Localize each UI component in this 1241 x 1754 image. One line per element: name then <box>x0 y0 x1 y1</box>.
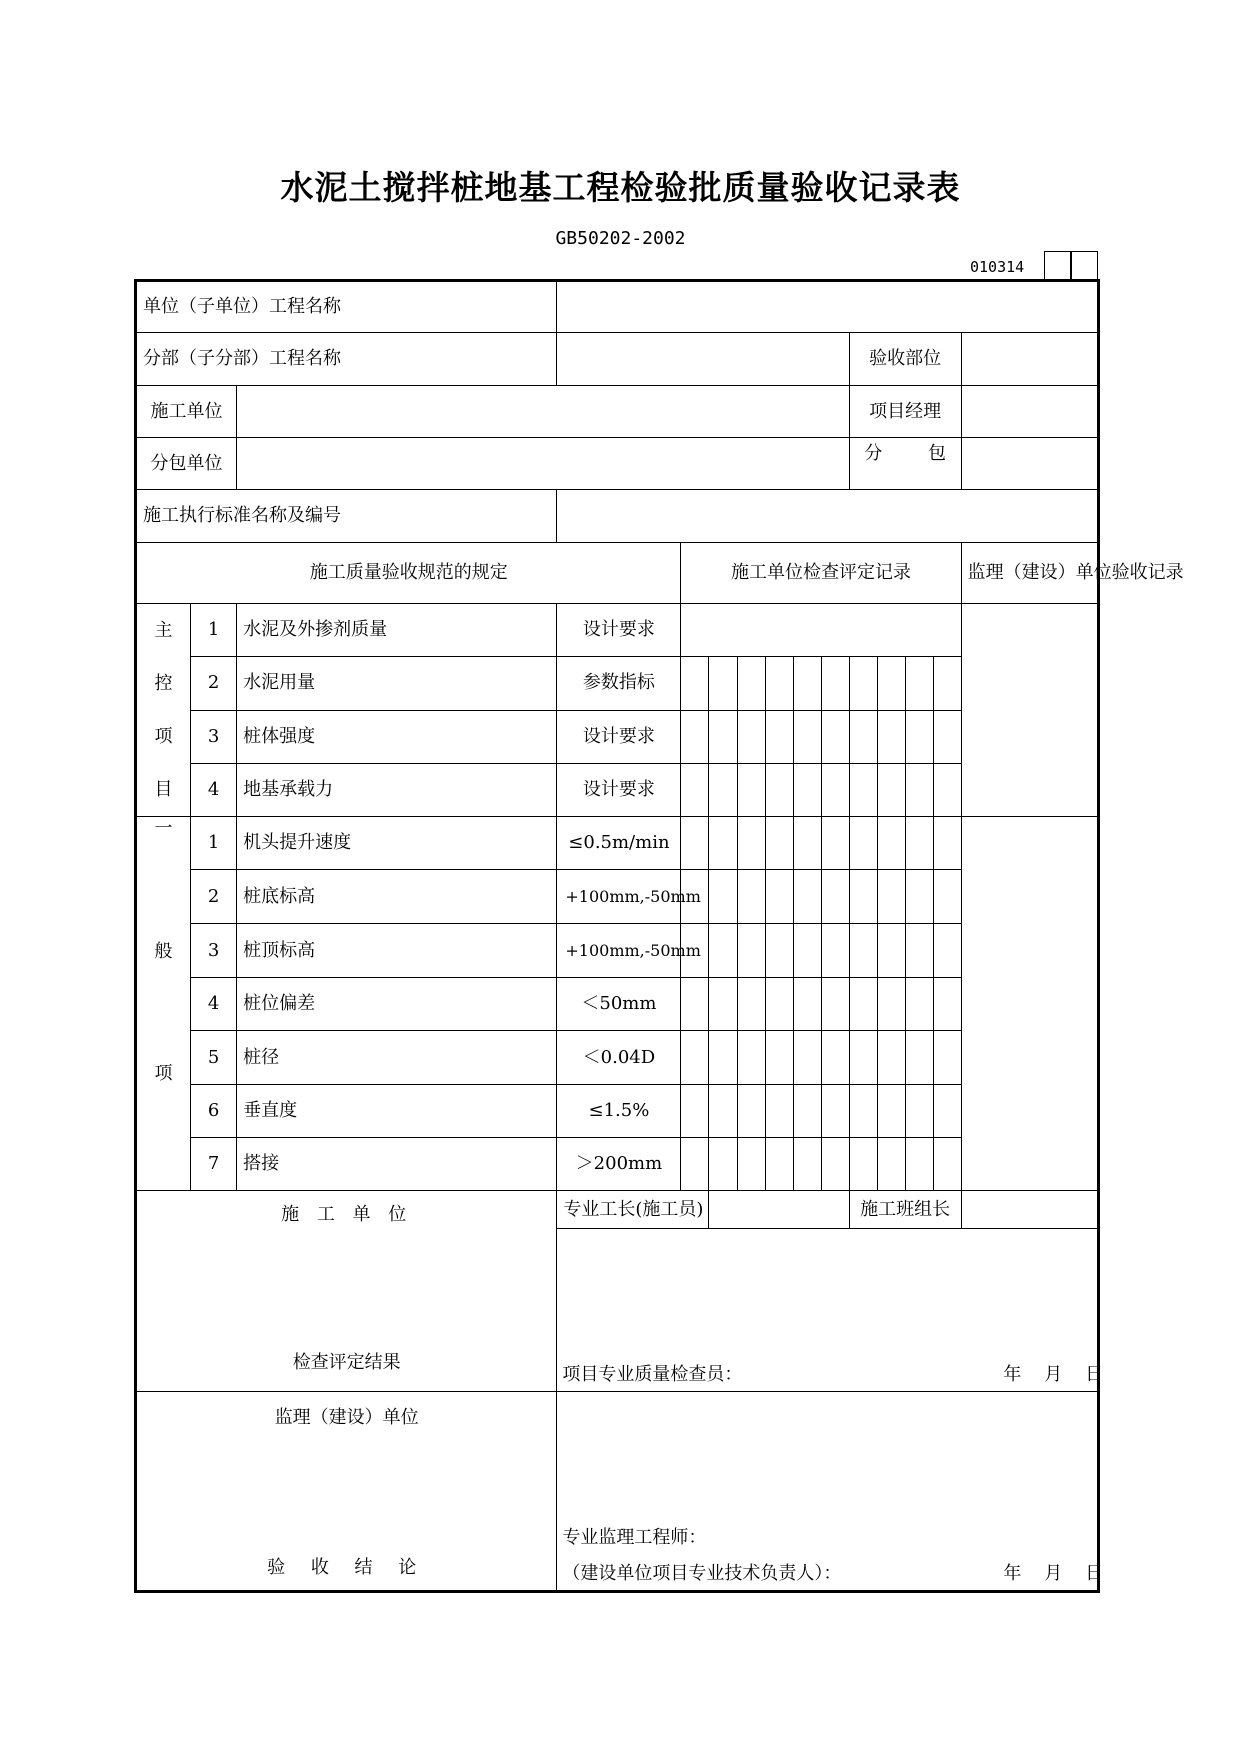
general-item-name: 桩顶标高 <box>237 924 557 978</box>
main-item-no: 4 <box>191 763 237 816</box>
record-cell[interactable] <box>821 710 849 763</box>
record-cell[interactable] <box>737 657 765 710</box>
record-cell[interactable] <box>765 817 793 870</box>
record-cell[interactable] <box>877 870 905 924</box>
record-cell[interactable] <box>849 817 877 870</box>
general-item-no: 6 <box>191 1085 237 1138</box>
record-cell[interactable] <box>793 1138 821 1191</box>
record-cell[interactable] <box>849 978 877 1031</box>
quality-inspector-label: 项目专业质量检查员： <box>562 1364 743 1385</box>
record-cell[interactable] <box>877 1138 905 1191</box>
standard-field[interactable] <box>557 490 1099 543</box>
team-leader-label: 施工班组长 <box>849 1191 961 1229</box>
spec-column-header: 施工质量验收规范的规定 <box>136 543 681 604</box>
general-item-no: 5 <box>191 1031 237 1085</box>
record-cell[interactable] <box>765 1031 793 1085</box>
record-cell[interactable] <box>849 924 877 978</box>
record-cell[interactable] <box>933 1138 961 1191</box>
main-items-group-label <box>136 604 191 817</box>
record-cell[interactable] <box>681 1085 709 1138</box>
inspection-record-table <box>134 279 1184 1593</box>
record-cell[interactable] <box>905 763 933 816</box>
main-item-name: 水泥用量 <box>237 657 557 710</box>
main-items-supervision-record[interactable] <box>961 604 1098 817</box>
record-cell[interactable] <box>737 924 765 978</box>
main-item-no: 3 <box>191 710 237 763</box>
general-item-name: 桩底标高 <box>237 870 557 924</box>
form-code: 010314 <box>970 258 1025 276</box>
record-cell[interactable] <box>933 870 961 924</box>
acceptance-part-label: 验收部位 <box>849 333 961 386</box>
supervision-content[interactable] <box>557 1392 1104 1592</box>
record-cell[interactable] <box>793 978 821 1031</box>
general-item-no: 2 <box>191 870 237 924</box>
record-cell[interactable] <box>681 978 709 1031</box>
record-cell[interactable] <box>709 1138 737 1191</box>
record-cell[interactable] <box>849 657 877 710</box>
record-cell[interactable] <box>849 1085 877 1138</box>
general-item-no: 4 <box>191 978 237 1031</box>
record-cell[interactable] <box>737 710 765 763</box>
record-cell[interactable] <box>681 1031 709 1085</box>
record-cell[interactable] <box>737 978 765 1031</box>
project-manager-label: 项目经理 <box>849 386 961 438</box>
record-cell[interactable] <box>821 870 849 924</box>
record-cell[interactable] <box>933 924 961 978</box>
record-cell[interactable] <box>849 763 877 816</box>
foreman-label: 专业工长(施工员) <box>557 1191 709 1229</box>
record-cell[interactable] <box>709 817 737 870</box>
record-cell[interactable] <box>905 1085 933 1138</box>
record-cell[interactable] <box>709 657 737 710</box>
record-cell[interactable] <box>765 1138 793 1191</box>
general-item-requirement: ＜0.04D <box>557 1031 681 1085</box>
record-cell[interactable] <box>821 1031 849 1085</box>
record-cell[interactable] <box>821 978 849 1031</box>
record-cell[interactable] <box>877 763 905 816</box>
main-item-name: 地基承载力 <box>237 763 557 816</box>
general-group-char-1: 一 <box>154 818 173 839</box>
record-cell[interactable] <box>849 870 877 924</box>
general-item-requirement: ＞200mm <box>557 1138 681 1191</box>
general-item-name: 机头提升速度 <box>237 817 557 870</box>
main-item-requirement: 设计要求 <box>557 763 681 816</box>
record-cell[interactable] <box>709 870 737 924</box>
general-items-supervision-record[interactable] <box>961 817 1098 1191</box>
record-cell[interactable] <box>681 763 709 816</box>
sub-project-label: 分部（子分部）工程名称 <box>136 333 557 386</box>
general-item-requirement: ≤0.5m/min <box>557 817 681 870</box>
unit-project-field[interactable] <box>557 281 1099 333</box>
main-item-requirement: 设计要求 <box>557 710 681 763</box>
record-cell[interactable] <box>821 1138 849 1191</box>
record-column-header: 施工单位检查评定记录 <box>681 543 961 604</box>
record-cell[interactable] <box>737 870 765 924</box>
record-cell[interactable] <box>905 657 933 710</box>
sub-project-field[interactable] <box>557 333 849 386</box>
record-cell[interactable] <box>933 1085 961 1138</box>
record-cell[interactable] <box>793 657 821 710</box>
subcontract-unit-label: 分包单位 <box>136 438 237 490</box>
record-cell[interactable] <box>737 817 765 870</box>
record-cell[interactable] <box>821 1085 849 1138</box>
record-cell[interactable] <box>849 1138 877 1191</box>
record-cell[interactable] <box>709 1085 737 1138</box>
record-cell[interactable] <box>877 710 905 763</box>
record-cell[interactable] <box>821 657 849 710</box>
record-cell[interactable] <box>877 817 905 870</box>
record-cell[interactable] <box>905 817 933 870</box>
record-cell[interactable] <box>765 978 793 1031</box>
main-item-name: 水泥及外掺剂质量 <box>237 604 557 657</box>
record-cell[interactable] <box>709 1031 737 1085</box>
record-cell[interactable] <box>877 1085 905 1138</box>
record-cell[interactable] <box>849 710 877 763</box>
record-cell[interactable] <box>737 1138 765 1191</box>
main-item-requirement: 参数指标 <box>557 657 681 710</box>
owner-tech-lead-label: （建设单位项目专业技术负责人）： <box>562 1563 842 1584</box>
general-item-requirement: +100mm,-50mm <box>557 870 681 924</box>
standard-code: GB50202-2002 <box>555 228 686 249</box>
record-cell[interactable] <box>905 710 933 763</box>
record-cell[interactable] <box>793 870 821 924</box>
record-cell[interactable] <box>793 1031 821 1085</box>
general-item-requirement: ＜50mm <box>557 978 681 1031</box>
form-title: 水泥土搅拌桩地基工程检验批质量验收记录表 <box>280 168 961 207</box>
record-cell[interactable] <box>905 1138 933 1191</box>
project-manager-field[interactable] <box>961 386 1098 438</box>
general-group-char-3: 项 <box>154 1063 173 1084</box>
subcontract-label: 分 包 <box>849 438 961 490</box>
subcontract-field[interactable] <box>961 438 1098 490</box>
foreman-field[interactable] <box>709 1191 849 1229</box>
record-cell[interactable] <box>933 657 961 710</box>
record-cell[interactable] <box>933 1031 961 1085</box>
record-cell[interactable] <box>793 924 821 978</box>
record-cell[interactable] <box>765 924 793 978</box>
acceptance-conclusion-heading: 验 收 结 论 <box>267 1557 427 1578</box>
record-cell[interactable] <box>681 657 709 710</box>
record-cell[interactable] <box>681 1138 709 1191</box>
record-cell[interactable] <box>793 1085 821 1138</box>
main-item-record[interactable] <box>681 604 961 657</box>
general-item-name: 垂直度 <box>237 1085 557 1138</box>
record-cell[interactable] <box>933 710 961 763</box>
record-cell[interactable] <box>709 710 737 763</box>
supervision-label-cell <box>136 1392 557 1592</box>
record-cell[interactable] <box>905 870 933 924</box>
record-cell[interactable] <box>681 817 709 870</box>
general-items-group-label <box>136 817 191 1191</box>
main-item-no: 2 <box>191 657 237 710</box>
record-cell[interactable] <box>821 763 849 816</box>
record-cell[interactable] <box>933 978 961 1031</box>
record-cell[interactable] <box>933 763 961 816</box>
inspection-date: 年 月 日 <box>1003 1364 1104 1385</box>
supervision-column-header: 监理（建设）单位验收记录 <box>961 543 1098 604</box>
form-code-box-1[interactable] <box>1044 251 1071 281</box>
general-group-char-2: 般 <box>154 941 173 962</box>
construction-check-content[interactable] <box>557 1229 1104 1392</box>
record-cell[interactable] <box>877 978 905 1031</box>
check-result-heading: 检查评定结果 <box>292 1352 401 1373</box>
record-cell[interactable] <box>849 1031 877 1085</box>
record-cell[interactable] <box>709 978 737 1031</box>
main-group-char-4: 目 <box>154 779 173 800</box>
record-cell[interactable] <box>737 763 765 816</box>
record-cell[interactable] <box>681 710 709 763</box>
team-leader-field[interactable] <box>961 1191 1098 1229</box>
record-cell[interactable] <box>737 1085 765 1138</box>
record-cell[interactable] <box>765 1085 793 1138</box>
record-cell[interactable] <box>765 710 793 763</box>
record-cell[interactable] <box>737 1031 765 1085</box>
general-item-name: 搭接 <box>237 1138 557 1191</box>
record-cell[interactable] <box>793 710 821 763</box>
supervision-unit-heading: 监理（建设）单位 <box>274 1407 419 1428</box>
general-item-name: 桩位偏差 <box>237 978 557 1031</box>
record-cell[interactable] <box>793 763 821 816</box>
general-item-name: 桩径 <box>237 1031 557 1085</box>
acceptance-part-field[interactable] <box>961 333 1098 386</box>
unit-project-label: 单位（子单位）工程名称 <box>136 281 557 333</box>
construction-unit-heading: 施 工 单 位 <box>281 1204 413 1225</box>
record-cell[interactable] <box>877 1031 905 1085</box>
record-cell[interactable] <box>765 870 793 924</box>
construction-check-label-cell <box>136 1191 557 1392</box>
general-item-requirement: +100mm,-50mm <box>557 924 681 978</box>
general-item-no: 7 <box>191 1138 237 1191</box>
record-cell[interactable] <box>821 817 849 870</box>
main-group-char-2: 控 <box>154 673 173 694</box>
acceptance-date: 年 月 日 <box>1003 1563 1104 1584</box>
standard-label: 施工执行标准名称及编号 <box>136 490 557 543</box>
record-cell[interactable] <box>877 924 905 978</box>
record-cell[interactable] <box>877 657 905 710</box>
record-cell[interactable] <box>765 657 793 710</box>
supervision-engineer-label: 专业监理工程师： <box>562 1527 707 1548</box>
general-item-no: 1 <box>191 817 237 870</box>
record-cell[interactable] <box>709 763 737 816</box>
record-cell[interactable] <box>905 978 933 1031</box>
subcontract-unit-field[interactable] <box>237 438 849 490</box>
record-cell[interactable] <box>793 817 821 870</box>
record-cell[interactable] <box>905 1031 933 1085</box>
record-cell[interactable] <box>933 817 961 870</box>
main-group-char-3: 项 <box>154 726 173 747</box>
general-item-requirement: ≤1.5% <box>557 1085 681 1138</box>
record-cell[interactable] <box>709 924 737 978</box>
general-item-no: 3 <box>191 924 237 978</box>
record-cell[interactable] <box>821 924 849 978</box>
main-item-no: 1 <box>191 604 237 657</box>
main-group-char-1: 主 <box>154 620 173 641</box>
record-cell[interactable] <box>765 763 793 816</box>
construction-unit-field[interactable] <box>237 386 849 438</box>
construction-unit-label: 施工单位 <box>136 386 237 438</box>
main-item-requirement: 设计要求 <box>557 604 681 657</box>
main-item-name: 桩体强度 <box>237 710 557 763</box>
record-cell[interactable] <box>905 924 933 978</box>
form-code-box-2[interactable] <box>1071 251 1098 281</box>
